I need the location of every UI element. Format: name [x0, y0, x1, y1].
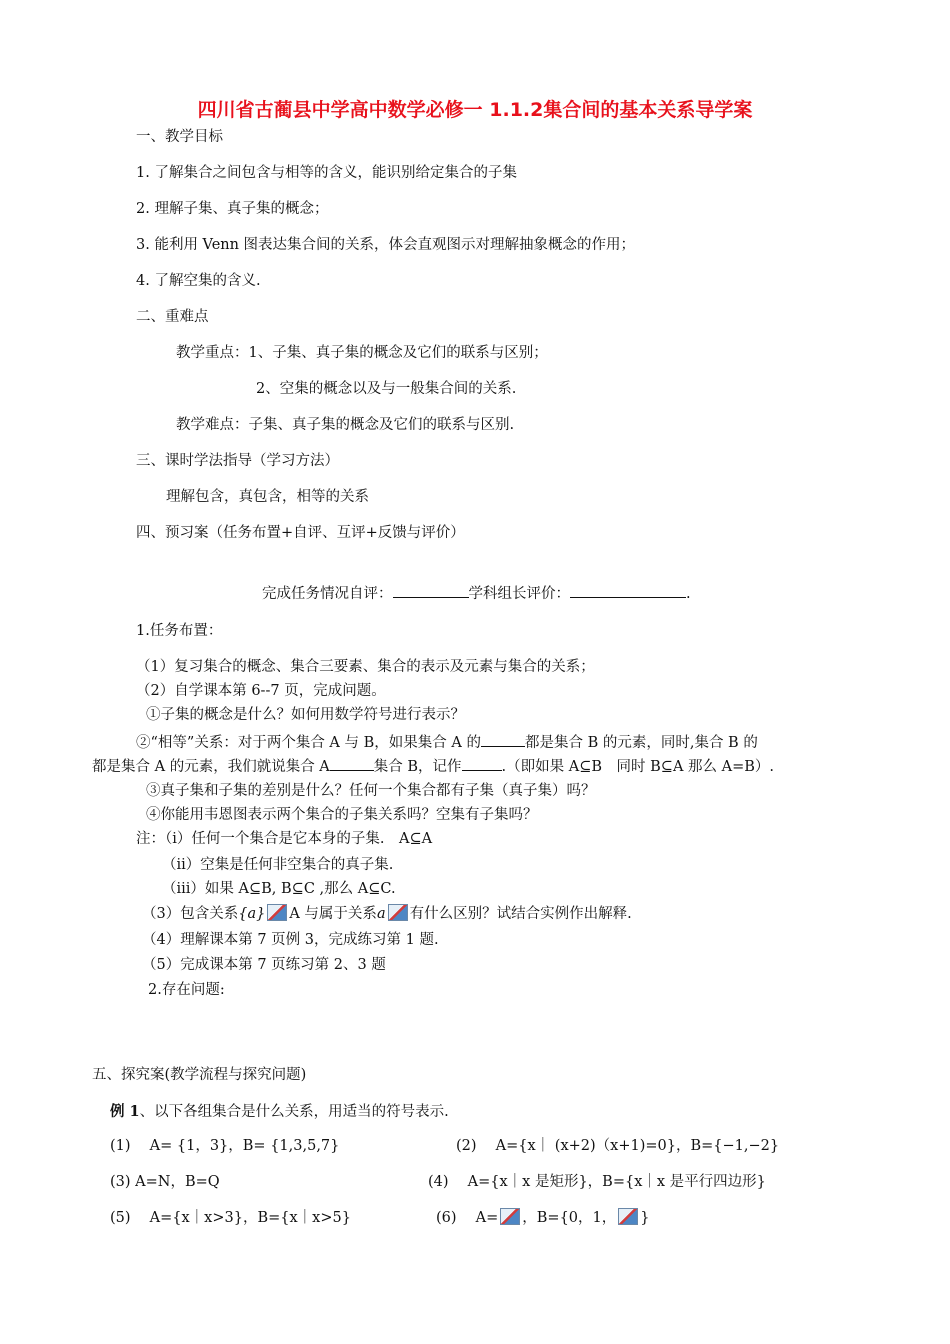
note-3: （ⅲ）如果 A⊆B, B⊆C ,那么 A⊆C.: [162, 881, 396, 897]
question-2-line2: [92, 755, 774, 777]
q2-text-b: 都是集合 B 的元素，同时,集合 B 的: [524, 735, 758, 751]
objective-4: 4. 了解空集的含义.: [136, 273, 261, 289]
task-1: （1）复习集合的概念、集合三要素、集合的表示及元素与集合的关系；: [136, 659, 595, 675]
example-item-2: (2) A={x｜ (x+2)（x+1)=0}，B={−1,−2}: [456, 1138, 780, 1154]
note-label: 注：: [136, 831, 165, 847]
q2-text-e: .（即如果 A⊆B 同时 B⊆A 那么 A=B）.: [501, 759, 775, 775]
evaluation-line: [262, 582, 691, 604]
objective-2: 2. 理解子集、真子集的概念；: [136, 201, 329, 217]
example-text: 、以下各组集合是什么关系，用适当的符号表示.: [139, 1104, 449, 1120]
section-5-heading: 五、探究案(教学流程与探究问题): [92, 1067, 307, 1083]
key-point-2: 2、空集的概念以及与一般集合间的关系.: [256, 381, 517, 397]
q2-text-a: ②“相等”关系：对于两个集合 A 与 B，如果集合 A 的: [136, 735, 481, 751]
task-heading: 1.任务布置：: [136, 623, 223, 639]
ex6-text-a: (6) A=: [436, 1210, 499, 1226]
task3-text-b: A 与属于关系: [289, 906, 377, 922]
question-3: ③真子集和子集的差别是什么？任何一个集合都有子集（真子集）吗？: [146, 783, 596, 799]
section-1-heading: 一、教学目标: [136, 129, 223, 145]
example-1-heading: [110, 1102, 449, 1122]
self-eval-blank[interactable]: [393, 582, 469, 598]
example-item-6: [436, 1208, 650, 1228]
section-3-heading: 三、课时学法指导（学习方法）: [136, 453, 339, 469]
example-item-4: (4) A={x｜x 是矩形}，B={x｜x 是平行四边形}: [428, 1174, 766, 1190]
broken-image-icon: [500, 1208, 520, 1225]
q2-blank-3[interactable]: [462, 755, 502, 771]
q2-blank-1[interactable]: [481, 731, 525, 747]
difficult-point: 教学难点：子集、真子集的概念及它们的联系与区别.: [176, 417, 515, 433]
example-label: 例 1: [110, 1103, 140, 1120]
note-2: （ⅱ）空集是任何非空集合的真子集.: [162, 857, 394, 873]
note-line-1: [136, 829, 432, 849]
leader-eval-label: 学科组长评价：: [468, 586, 570, 602]
problems-heading: 2.存在问题:: [148, 982, 225, 998]
page-title: 四川省古蔺县中学高中数学必修一 1.1.2集合间的基本关系导学案: [197, 99, 753, 121]
method-text: 理解包含，真包含，相等的关系: [166, 489, 369, 505]
ex6-text-c: }: [640, 1210, 650, 1226]
example-item-5: (5) A={x｜x>3}，B={x｜x>5}: [110, 1210, 351, 1226]
task3-set: {a}: [238, 906, 266, 922]
question-1: ①子集的概念是什么？如何用数学符号进行表示？: [146, 707, 465, 723]
note-1: （ⅰ）任何一个集合是它本身的子集. A⊆A: [165, 831, 433, 847]
self-eval-label: 完成任务情况自评：: [262, 586, 393, 602]
task-3: [142, 904, 632, 924]
task-4: （4）理解课本第 7 页例 3，完成练习第 1 题.: [142, 932, 439, 948]
ex6-text-b: ，B={0，1，: [522, 1210, 617, 1226]
key-point-1: 教学重点：1、子集、真子集的概念及它们的联系与区别；: [176, 345, 548, 361]
task-2: （2）自学课本第 6--7 页，完成问题。: [136, 683, 386, 699]
task-5: （5）完成课本第 7 页练习第 2、3 题: [142, 957, 386, 973]
eval-period: .: [686, 586, 691, 602]
objective-3: 3. 能利用 Venn 图表达集合间的关系，体会直观图示对理解抽象概念的作用；: [136, 237, 636, 253]
q2-text-c: 都是集合 A 的元素，我们就说集合 A: [92, 759, 330, 775]
broken-image-icon: [267, 904, 287, 921]
question-4: ④你能用韦恩图表示两个集合的子集关系吗？空集有子集吗？: [146, 807, 538, 823]
task3-text-c: 有什么区别？试结合实例作出解释.: [409, 906, 632, 922]
task3-text-a: （3）包含关系: [142, 906, 239, 922]
example-item-3: (3) A=N，B=Q: [110, 1174, 220, 1190]
q2-blank-2[interactable]: [330, 755, 374, 771]
q2-text-d: 集合 B，记作: [373, 759, 462, 775]
question-2-line1: [136, 731, 758, 753]
section-2-heading: 二、重难点: [136, 309, 209, 325]
example-item-1: (1) A= {1，3}，B= {1,3,5,7}: [110, 1138, 340, 1154]
task3-element: a: [376, 906, 386, 922]
section-4-heading: 四、预习案（任务布置+自评、互评+反馈与评价）: [136, 525, 465, 541]
leader-eval-blank[interactable]: [570, 582, 686, 598]
broken-image-icon: [618, 1208, 638, 1225]
broken-image-icon: [388, 904, 408, 921]
objective-1: 1. 了解集合之间包含与相等的含义，能识别给定集合的子集: [136, 165, 517, 181]
